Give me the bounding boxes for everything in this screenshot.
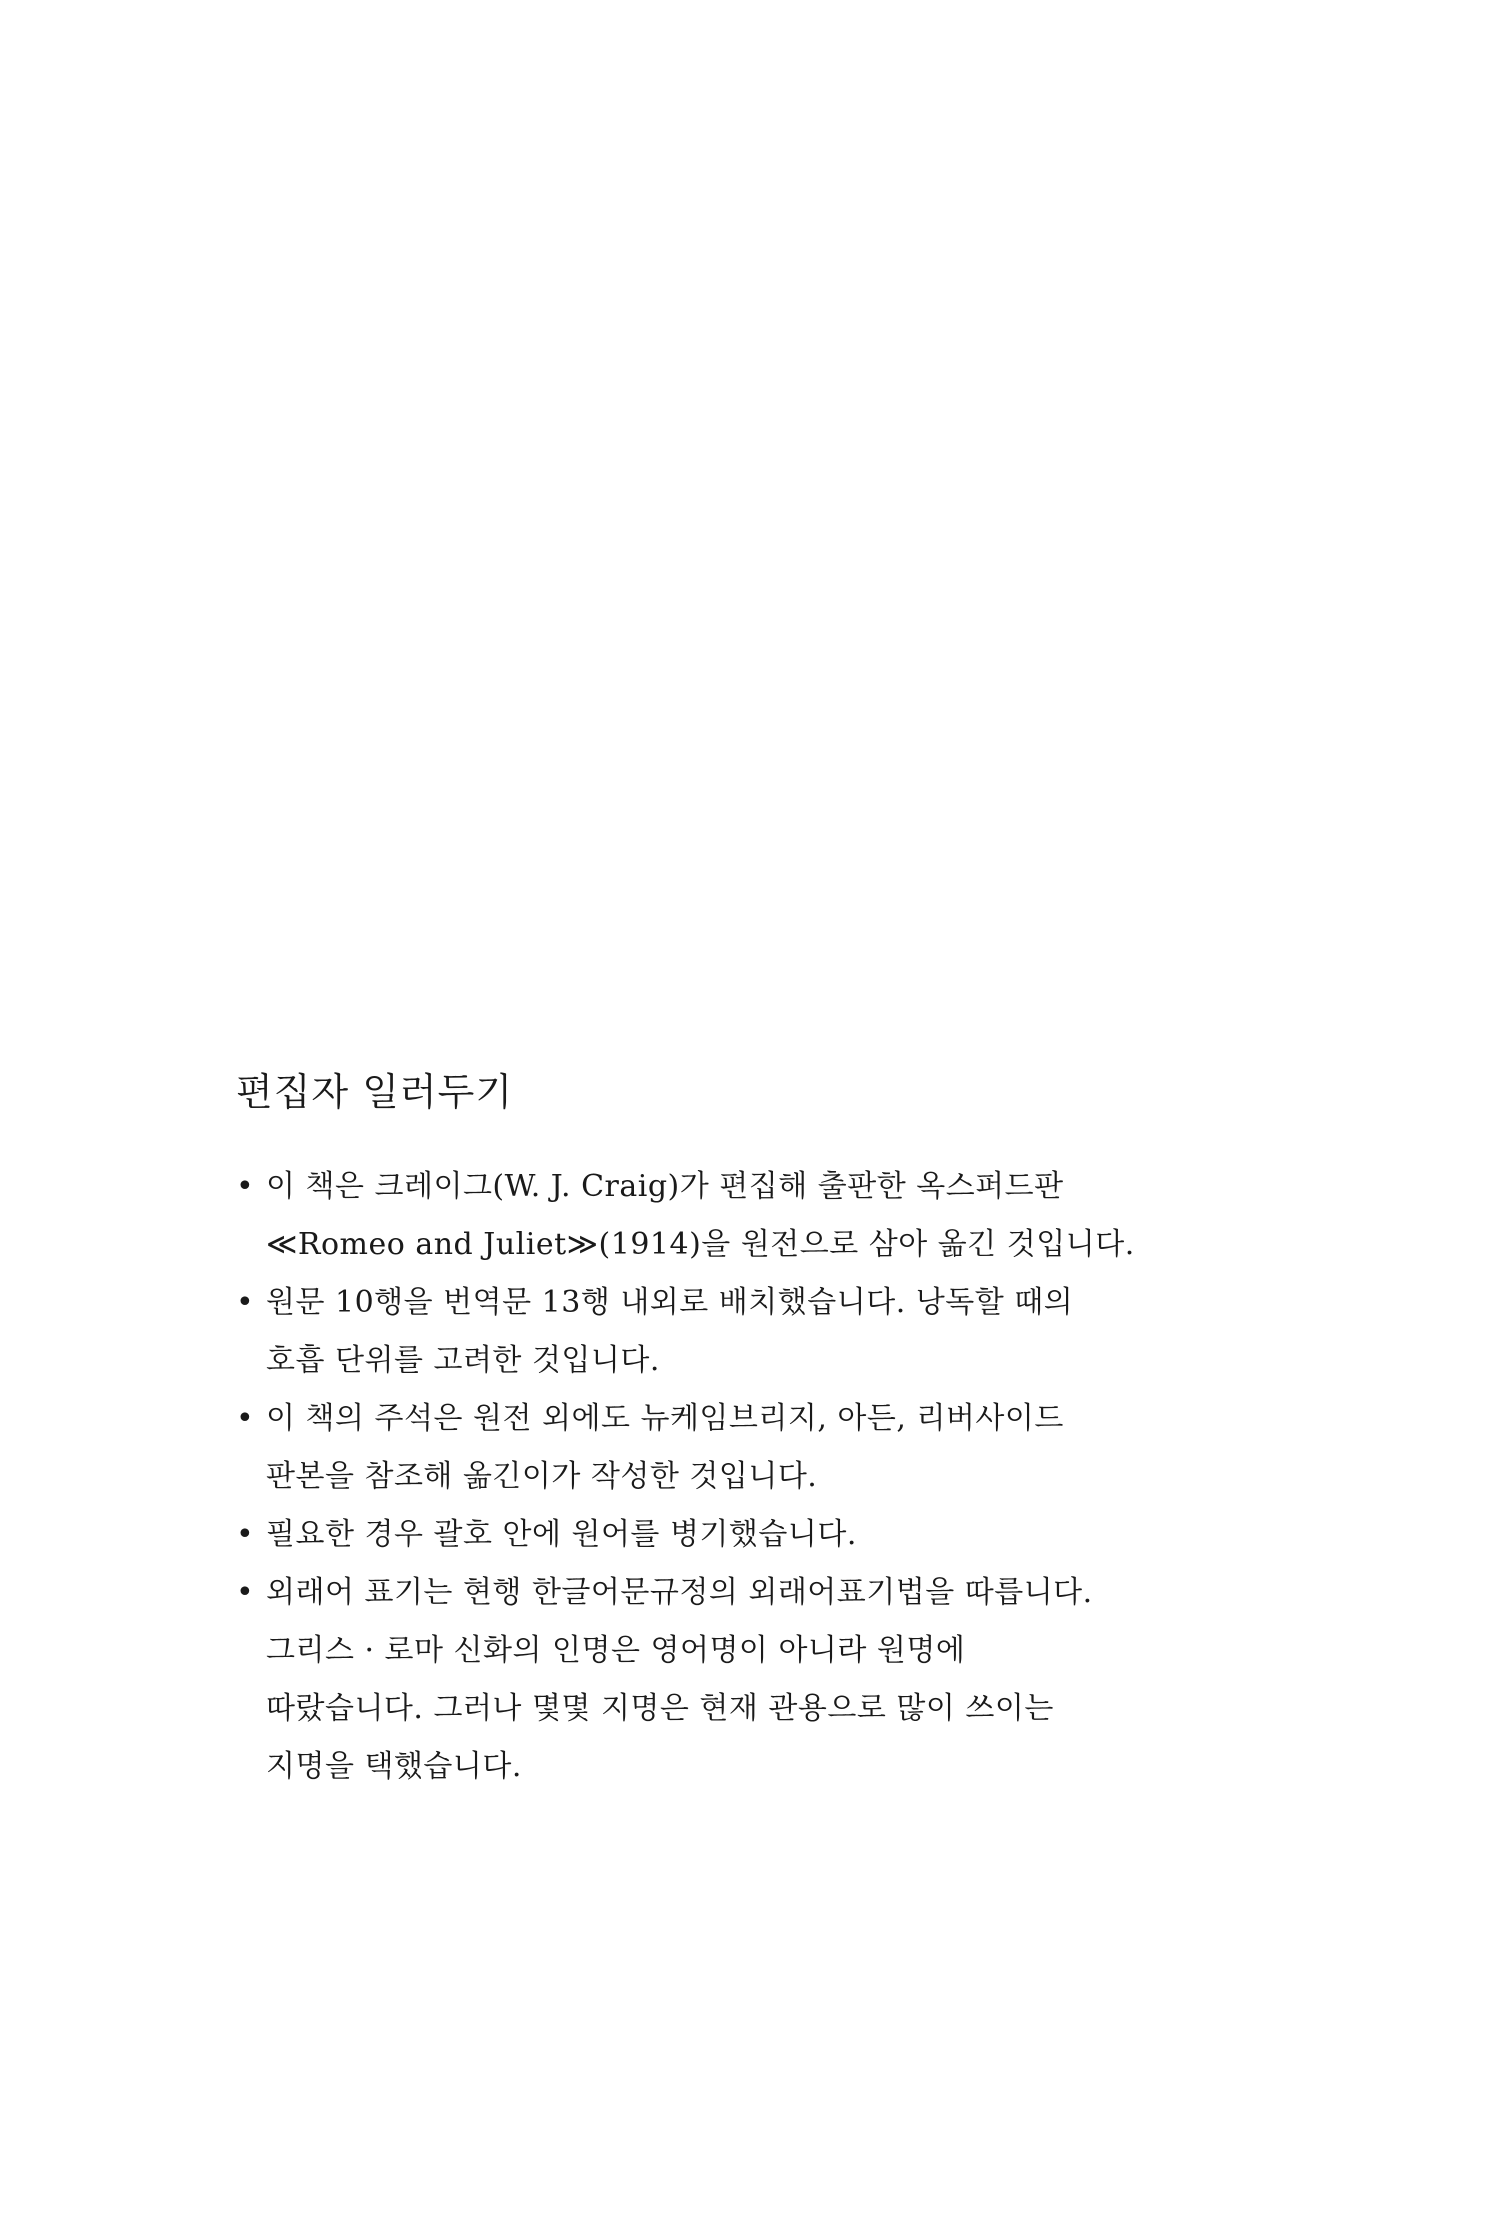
bullet-icon: • xyxy=(236,1574,254,1610)
note-line: 따랐습니다. 그러나 몇몇 지명은 현재 관용으로 많이 쓰이는 xyxy=(266,1690,1054,1726)
bullet-icon: • xyxy=(236,1516,254,1552)
note-item xyxy=(236,1274,1296,1390)
note-item xyxy=(236,1390,1296,1506)
bullet-icon: • xyxy=(236,1168,254,1204)
note-line: 그리스 · 로마 신화의 인명은 영어명이 아니라 원명에 xyxy=(266,1632,966,1668)
note-line: 이 책의 주석은 원전 외에도 뉴케임브리지, 아든, 리버사이드 xyxy=(266,1400,1064,1436)
editor-notes-title: 편집자 일러두기 xyxy=(236,1070,514,1114)
note-line: 호흡 단위를 고려한 것입니다. xyxy=(266,1342,660,1378)
note-item xyxy=(236,1506,1296,1564)
note-item xyxy=(236,1158,1296,1274)
bullet-icon: • xyxy=(236,1400,254,1436)
note-line: 지명을 택했습니다. xyxy=(266,1748,522,1784)
note-line: 외래어 표기는 현행 한글어문규정의 외래어표기법을 따릅니다. xyxy=(266,1574,1093,1610)
note-line: ≪Romeo and Juliet≫(1914)을 원전으로 삼아 옮긴 것입니다. xyxy=(266,1226,1135,1262)
bullet-icon: • xyxy=(236,1284,254,1320)
note-line: 판본을 참조해 옮긴이가 작성한 것입니다. xyxy=(266,1458,818,1494)
note-line: 원문 10행을 번역문 13행 내외로 배치했습니다. 낭독할 때의 xyxy=(266,1284,1074,1320)
note-line: 필요한 경우 괄호 안에 원어를 병기했습니다. xyxy=(266,1516,857,1552)
editor-notes-section xyxy=(236,1070,1296,1796)
editor-notes-list xyxy=(236,1158,1296,1796)
note-item xyxy=(236,1564,1296,1796)
note-line: 이 책은 크레이그(W. J. Craig)가 편집해 출판한 옥스퍼드판 xyxy=(266,1168,1064,1204)
